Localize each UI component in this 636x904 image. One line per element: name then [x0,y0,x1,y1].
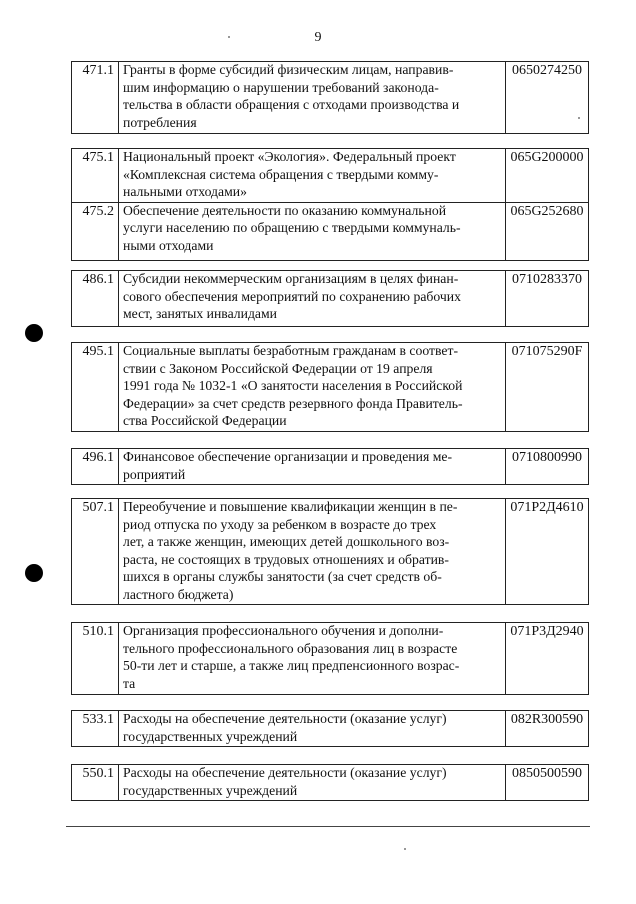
description-line: услуги населению по обращению с твердыми коммуналь- [123,221,461,236]
table-row [72,449,589,485]
description-line: нальными отходами» [123,185,247,200]
description-line: Расходы на обеспечение деятельности (оказание услуг) [123,712,447,727]
budget-line-table [71,622,589,695]
budget-code: 071Р2Д4610 [506,499,589,605]
description-line: Национальный проект «Экология». Федеральный проект [123,150,456,165]
description-line: ластного бюджета) [123,587,234,603]
description-line: Переобучение и повышение квалификации женщин в пе- [123,500,458,515]
budget-line-table [71,270,589,327]
table-row [72,711,589,747]
punch-hole-bottom [25,564,43,582]
description-line: Социальные выплаты безработным гражданам в соответ- [123,344,459,359]
description-line: «Комплексная система обращения с твердыми комму- [123,167,439,183]
budget-line-table [71,448,589,485]
budget-code: 0710800990 [506,449,589,485]
table-row [72,149,589,203]
budget-line-table [71,710,589,747]
description-line: потребления [123,115,197,131]
expense-description [119,623,506,695]
description-line: лет, а также женщин, имеющих детей дошкольного воз- [123,535,450,550]
description-line: ными отходами [123,238,214,254]
row-number: 550.1 [72,765,119,801]
expense-description [119,271,506,327]
budget-code: 0650274250 [506,62,589,134]
budget-code: 0710283370 [506,271,589,327]
description-line: раста, не состоящих в трудовых отношениях и обратив- [123,552,449,568]
description-line: тельного профессионального образования лиц в возрасте [123,641,458,657]
description-line: Обеспечение деятельности по оказанию коммунальной [123,203,447,219]
description-line: Организация профессионального обучения и дополни- [123,624,444,639]
budget-line-table [71,498,589,605]
expense-description [119,765,506,801]
description-line: Расходы на обеспечение деятельности (оказание услуг) [123,766,447,781]
description-line: мест, занятых инвалидами [123,307,278,322]
table-row [72,271,589,327]
budget-code: 0850500590 [506,765,589,801]
table-row [72,765,589,801]
budget-code: 071Р3Д2940 [506,623,589,695]
description-line: тельства в области обращения с отходами производства и [123,98,460,113]
scan-speck [228,36,230,38]
budget-line-table [71,764,589,801]
description-line: сового обеспечения мероприятий по сохранению рабочих [123,289,461,305]
description-line: Субсидии некоммерческим организациям в целях финан- [123,272,459,287]
row-number: 471.1 [72,62,119,134]
description-line: государственных учреждений [123,783,298,799]
budget-line-table [71,342,589,432]
punch-hole-top [25,324,43,342]
expense-description [119,449,506,485]
bottom-rule [66,826,590,827]
description-line: Гранты в форме субсидий физическим лицам, направив- [123,63,454,78]
description-line: роприятий [123,467,186,483]
description-line: риод отпуска по уходу за ребенком в возрасте до трех [123,517,437,533]
budget-code: 082R300590 [506,711,589,747]
expense-description [119,149,506,203]
budget-code: 065G200000 [506,149,589,203]
row-number: 507.1 [72,499,119,605]
description-line: Федерации» за счет средств резервного фонда Правитель- [123,396,463,412]
expense-description [119,343,506,432]
scan-speck [404,848,406,850]
expense-description [119,62,506,134]
row-number: 495.1 [72,343,119,432]
budget-line-table [71,61,589,134]
row-number: 533.1 [72,711,119,747]
budget-code: 065G252680 [506,202,589,260]
expense-description [119,711,506,747]
description-line: та [123,676,136,692]
table-row [72,623,589,695]
row-number: 475.1 [72,149,119,203]
table-row [72,202,589,260]
description-line: ствии с Законом Российской Федерации от 19 апреля [123,361,433,377]
row-number: 496.1 [72,449,119,485]
budget-code: 071075290F [506,343,589,432]
description-line: государственных учреждений [123,729,298,745]
page-number: 9 [314,30,322,45]
description-line: 1991 года № 1032-1 «О занятости населения в Российской [123,379,463,394]
table-row [72,499,589,605]
expense-description [119,202,506,260]
description-line: ства Российской Федерации [123,414,287,429]
expense-description [119,499,506,605]
row-number: 475.2 [72,202,119,260]
description-line: шихся в органы службы занятости (за счет средств об- [123,570,442,585]
row-number: 510.1 [72,623,119,695]
budget-line-table [71,148,589,261]
description-line: шим информацию о нарушении требований законода- [123,80,439,96]
description-line: Финансовое обеспечение организации и проведения ме- [123,450,453,465]
description-line: 50-ти лет и старше, а также лиц предпенсионного возрас- [123,659,460,674]
row-number: 486.1 [72,271,119,327]
table-row [72,62,589,134]
table-row [72,343,589,432]
